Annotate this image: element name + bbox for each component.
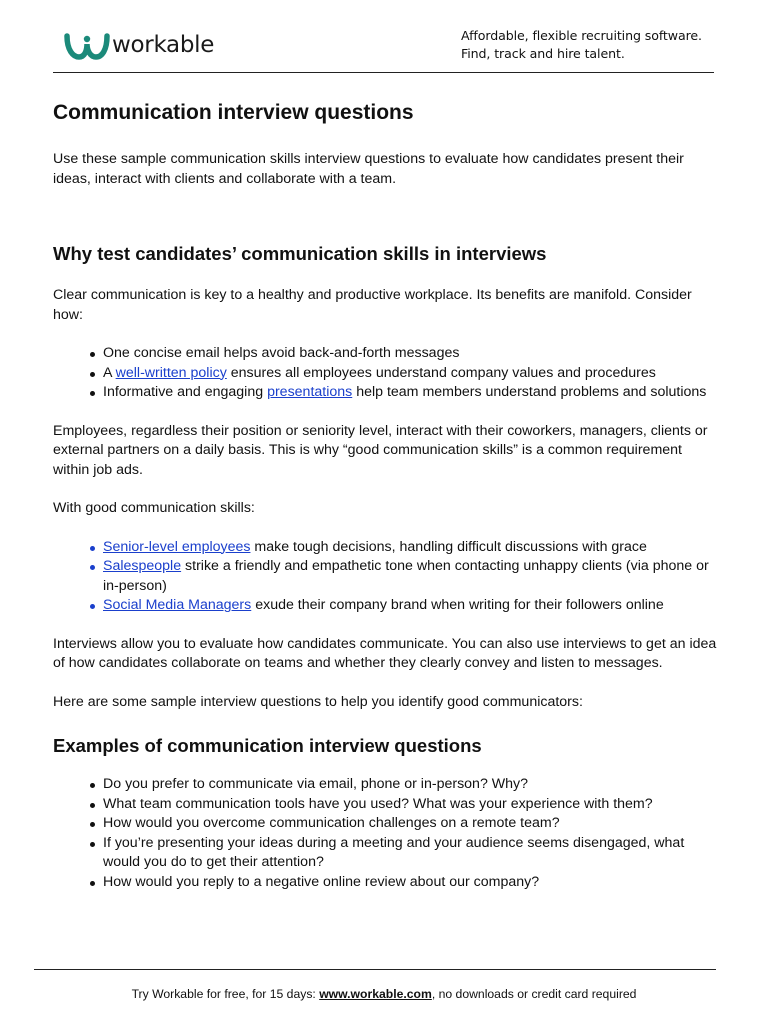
tagline-line-1: Affordable, flexible recruiting software. bbox=[461, 28, 702, 43]
list-item-text: exude their company brand when writing for their followers online bbox=[251, 597, 664, 613]
list-item bbox=[103, 344, 719, 364]
list-item-text: A bbox=[103, 364, 116, 381]
list-item: If you’re presenting your ideas during a meeting and your audience seems disengaged, what would you do to get their attention? bbox=[103, 834, 719, 873]
list-item-text: Informative and engaging bbox=[103, 384, 268, 400]
senior-level-employees-link[interactable]: Senior-level employees bbox=[103, 538, 251, 555]
list-item-text: help team members understand problems and solutions bbox=[352, 384, 707, 400]
roles-list bbox=[53, 538, 719, 616]
paragraph-interviews: Interviews allow you to evaluate how candidates communicate. You can also use interviews to get an idea of how candidates collaborate on teams and whether they clearly convey and listen to messages. bbox=[53, 635, 717, 671]
page-header bbox=[0, 0, 768, 74]
list-item bbox=[103, 557, 719, 596]
logo-text: workable bbox=[112, 32, 215, 58]
section-heading-why: Why test candidates’ communication skills in interviews bbox=[53, 243, 547, 264]
workable-website-link[interactable]: www.workable.com bbox=[319, 987, 432, 1001]
workable-logo[interactable] bbox=[64, 30, 214, 60]
well-written-policy-link[interactable]: well-written policy bbox=[115, 364, 227, 381]
list-item-text: One concise email helps avoid back-and-forth messages bbox=[103, 345, 460, 361]
list-item-text: strike a friendly and empathetic tone when contacting unhappy clients (via phone or in-person) bbox=[103, 558, 709, 594]
list-item: What team communication tools have you used? What was your experience with them? bbox=[103, 795, 719, 815]
paragraph-employees: Employees, regardless their position or seniority level, interact with their coworkers, managers, clients or external partners on a daily basis. This is why “good communication skills” is a common requirement within job ads. bbox=[53, 422, 708, 478]
social-media-managers-link[interactable]: Social Media Managers bbox=[103, 597, 252, 613]
list-item-text: make tough decisions, handling difficult discussions with grace bbox=[250, 538, 647, 555]
article-body bbox=[53, 98, 719, 892]
footer-text: Try Workable for free, for 15 days: bbox=[131, 987, 320, 1001]
list-item: How would you reply to a negative online review about our company? bbox=[103, 873, 719, 893]
paragraph-with-skills: With good communication skills: bbox=[53, 500, 255, 516]
header-tagline bbox=[461, 27, 702, 63]
intro-paragraph: Use these sample communication skills interview questions to evaluate how candidates present their ideas, interact with clients and collaborate with a team. bbox=[53, 151, 684, 187]
page-title: Communication interview questions bbox=[53, 101, 414, 124]
list-item: Do you prefer to communicate via email, phone or in-person? Why? bbox=[103, 775, 719, 795]
list-item-text: ensures all employees understand company values and procedures bbox=[226, 364, 656, 381]
workable-logo-icon bbox=[64, 30, 110, 60]
footer-text: , no downloads or credit card required bbox=[431, 987, 637, 1001]
list-item: How would you overcome communication challenges on a remote team? bbox=[103, 814, 719, 834]
presentations-link[interactable]: presentations bbox=[267, 384, 353, 400]
questions-list bbox=[53, 775, 719, 892]
page-footer bbox=[0, 987, 768, 1001]
benefits-list bbox=[53, 344, 719, 403]
paragraph-benefits: Clear communication is key to a healthy and productive workplace. Its benefits are manifold. Consider how: bbox=[53, 287, 692, 323]
tagline-line-2: Find, track and hire talent. bbox=[461, 46, 625, 61]
list-item bbox=[103, 364, 719, 384]
list-item bbox=[103, 596, 719, 616]
list-item bbox=[103, 383, 719, 403]
header-divider bbox=[53, 72, 714, 73]
list-item bbox=[103, 538, 719, 558]
salespeople-link[interactable]: Salespeople bbox=[103, 558, 182, 574]
section-heading-examples: Examples of communication interview questions bbox=[53, 735, 482, 756]
paragraph-sample-questions: Here are some sample interview questions to help you identify good communicators: bbox=[53, 693, 583, 710]
footer-divider bbox=[34, 969, 716, 970]
